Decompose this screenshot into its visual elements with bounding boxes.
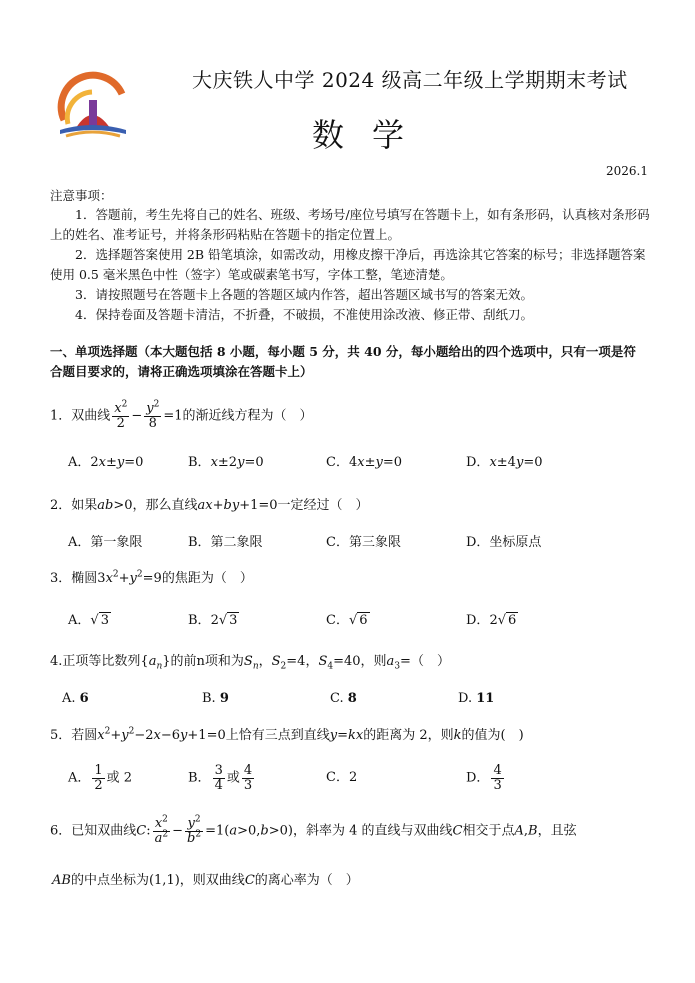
question-5-stem: 5．若圆$x^2+y^2-2x-6y+1=0$上恰有三点到直线y=kx的距离为 2，则k的值为( ): [50, 726, 524, 743]
q5-option-c: C．2: [326, 770, 358, 785]
q3-option-d: D．2√ 6: [466, 613, 517, 628]
fraction: $\frac{x^2}{a^2}$: [154, 814, 169, 846]
q5-option-a: A． $\frac{1}{2}$ 或 2: [68, 763, 133, 793]
q2-option-d: D．坐标原点: [466, 535, 542, 550]
fraction: $\frac{x^2}{2}$: [114, 399, 128, 431]
section-heading: 一、单项选择题（本大题包括 8 小题，每小题 5 分，共 40 分，每小题给出的四个选项中，只有一项是符合题目要求的，请将正确选项填涂在答题卡上）: [50, 344, 636, 379]
fraction: $\frac{3}{4}$: [214, 763, 223, 793]
school-title: 大庆铁人中学 2024 级高二年级上学期期末考试: [192, 68, 628, 92]
notice-item-3: 3．请按照题号在答题卡上各题的答题区域内作答，超出答题区域书写的答案无效。: [75, 287, 533, 302]
fraction: $\frac{4}{3}$: [243, 763, 253, 793]
fraction: $\frac{y^2}{b^2}$: [187, 814, 202, 846]
q2-option-b: B．第二象限: [188, 535, 263, 550]
q4-option-c: C. 8: [330, 691, 357, 706]
question-6-stem: 6．已知双曲线C: $\frac{x^2}{a^2}$ − $\frac{y^2}{b^2}$ =1(a>0,b>0)，斜率为 4 的直线与双曲线C相交于点A,B，且弦: [50, 814, 577, 846]
notice-item-2: 2．选择题答案使用 2B 铅笔填涂，如需改动，用橡皮擦干净后，再选涂其它答案的标号；非选择题答案使用 0.5 毫米黑色中性（签字）笔或碳素笔书写，字体工整，笔迹清楚。: [50, 247, 646, 282]
question-1-stem: 1．双曲线 $\frac{x^2}{2}$ − $\frac{y^2}{8}$ =1的渐近线方程为（ ）: [50, 399, 313, 431]
fraction: $\frac{1}{2}$: [94, 763, 103, 793]
notice-item-1: 1．答题前，考生先将自己的姓名、班级、考场号/座位号填写在答题卡上，如有条形码，认真核对条形码上的姓名、准考证号，并将条形码粘贴在答题卡的指定位置上。: [50, 207, 650, 242]
q2-option-c: C．第三象限: [326, 535, 401, 550]
q1-option-c: C．4x±y=0: [326, 455, 403, 470]
q5-option-b: B． $\frac{3}{4}$ 或 $\frac{4}{3}$: [188, 763, 253, 793]
q4-option-d: D. 11: [458, 691, 495, 706]
question-2-stem: 2．如果ab>0，那么直线ax+by+1=0一定经过（ ）: [50, 498, 369, 513]
q5-option-d: D． $\frac{4}{3}$: [466, 763, 502, 793]
q1-prefix: 1．双曲线: [50, 408, 111, 424]
q1-option-a: A．2x±y=0: [68, 455, 144, 470]
question-6-line-2: AB的中点坐标为(1,1)，则双曲线C的离心率为（ ）: [52, 873, 359, 888]
q3-option-b: B．2√ 3: [188, 613, 238, 628]
q4-option-b: B. 9: [202, 691, 229, 706]
fraction: $\frac{4}{3}$: [493, 763, 502, 793]
q1-suffix: 的渐近线方程为（ ）: [182, 408, 313, 424]
fraction: $\frac{y^2}{8}$: [146, 399, 160, 431]
notice-item-4: 4．保持卷面及答题卡清洁，不折叠，不破损，不准使用涂改液、修正带、刮纸刀。: [75, 307, 533, 322]
question-3-stem: 3．椭圆$3x^2+y^2=9$的焦距为（ ）: [50, 569, 253, 586]
q1-option-d: D．x±4y=0: [466, 455, 543, 470]
q2-option-a: A．第一象限: [68, 535, 143, 550]
q3-option-a: A．√ 3: [68, 613, 109, 628]
notice-heading: 注意事项：: [50, 188, 113, 203]
q3-option-c: C．√ 6: [326, 613, 368, 628]
question-4-stem: 4.正项等比数列$\{a_n\}$的前n项和为$S_n$，$S_2=4$，$S_4=40$，则$a_3=$（ ）: [50, 654, 450, 672]
q1-option-b: B．x±2y=0: [188, 455, 264, 470]
q4-option-a: A. 6: [62, 691, 89, 706]
school-logo: [52, 70, 134, 142]
subject-title: 数学: [312, 116, 433, 154]
exam-date: 2026.1: [606, 164, 648, 178]
